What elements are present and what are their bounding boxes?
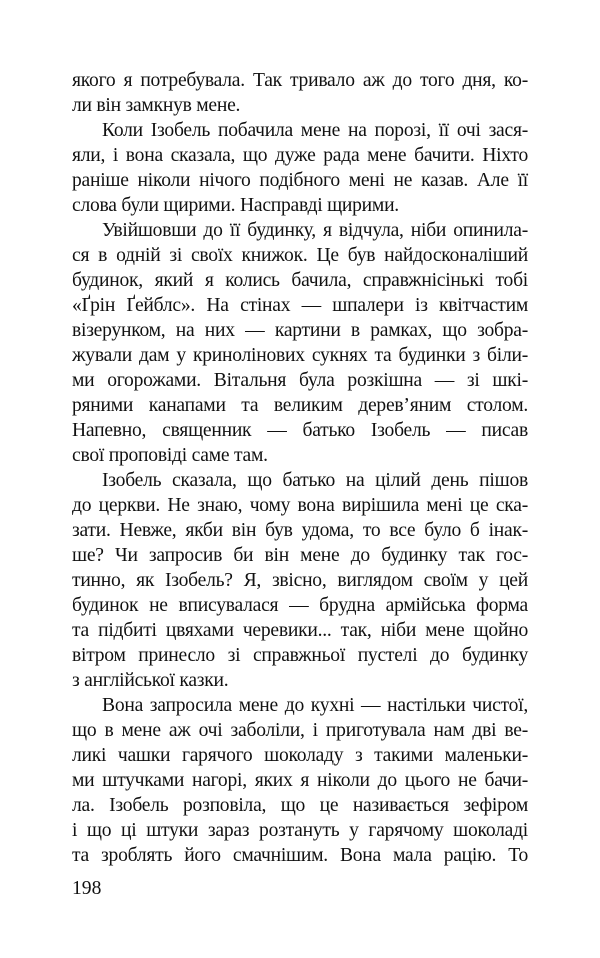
text-line: свої проповіді саме там. [72,445,268,466]
text-line: яли, і вона сказала, що дуже рада мене бачити. Ніхто [72,145,528,166]
text-line: і що ці штуки зараз розтануть у гарячому шоколаді [72,820,528,841]
text-line: Коли Ізобель побачила мене на порозі, її очі зася- [102,120,528,141]
text-line: жували дам у кринолінових сукнях та будинки з біли- [72,345,528,366]
text-line: слова були щирими. Насправді щирими. [72,195,399,216]
text-line: ряними канапами та великим дерев’яним столом. [72,395,528,416]
text-line: ми штучками нагорі, яких я ніколи до цього не бачи- [72,770,528,791]
text-line: ше? Чи запросив би він мене до будинку так гос- [72,545,528,566]
text-line: ликі чашки гарячого шоколаду з такими маленьки- [72,745,528,766]
text-line: з англійської казки. [72,670,229,691]
page-body [72,68,528,868]
text-line: Напевно, священник — батько Ізобель — писав [72,420,528,441]
text-line: та зроблять його смачнішим. Вона мала рацію. То [72,845,528,866]
text-line: вітром принесло зі справжньої пустелі до будинку [72,645,528,666]
text-line: Ізобель сказала, що батько на цілий день пішов [102,470,528,491]
text-line: що в мене аж очі заболіли, і приготувала нам дві ве- [72,720,528,741]
text-line: ла. Ізобель розповіла, що це називається зефіром [72,795,528,816]
text-line: ся в одній зі своїх книжок. Це був найдосконаліший [72,245,528,266]
text-line: якого я потребувала. Так тривало аж до того дня, ко- [72,70,528,91]
text-line: ми огорожами. Вітальня була розкішна — зі шкі- [72,370,528,391]
text-line: тинно, як Ізобель? Я, звісно, виглядом своїм у цей [72,570,528,591]
text-line: Вона запросила мене до кухні — настільки чистої, [102,695,528,716]
text-line: та підбиті цвяхами черевики... так, ніби мене щойно [72,620,528,641]
text-line: візерунком, на них — картини в рамках, що зобра- [72,320,528,341]
text-line: раніше ніколи нічого подібного мені не казав. Але її [72,170,528,191]
text-line: Увійшовши до її будинку, я відчула, ніби опинила- [102,220,528,241]
text-line: «Ґрін Ґейблс». На стінах — шпалери із квітчастим [72,295,528,316]
text-line: зати. Невже, якби він був удома, то все було б інак- [72,520,528,541]
text-line: будинок не вписувалася — брудна армійська форма [72,595,528,616]
page-number: 198 [72,878,102,899]
text-line: будинок, який я колись бачила, справжнісінькі тобі [72,270,528,291]
text-line: до церкви. Не знаю, чому вона вирішила мені це ска- [72,495,528,516]
text-line: ли він замкнув мене. [72,95,241,116]
